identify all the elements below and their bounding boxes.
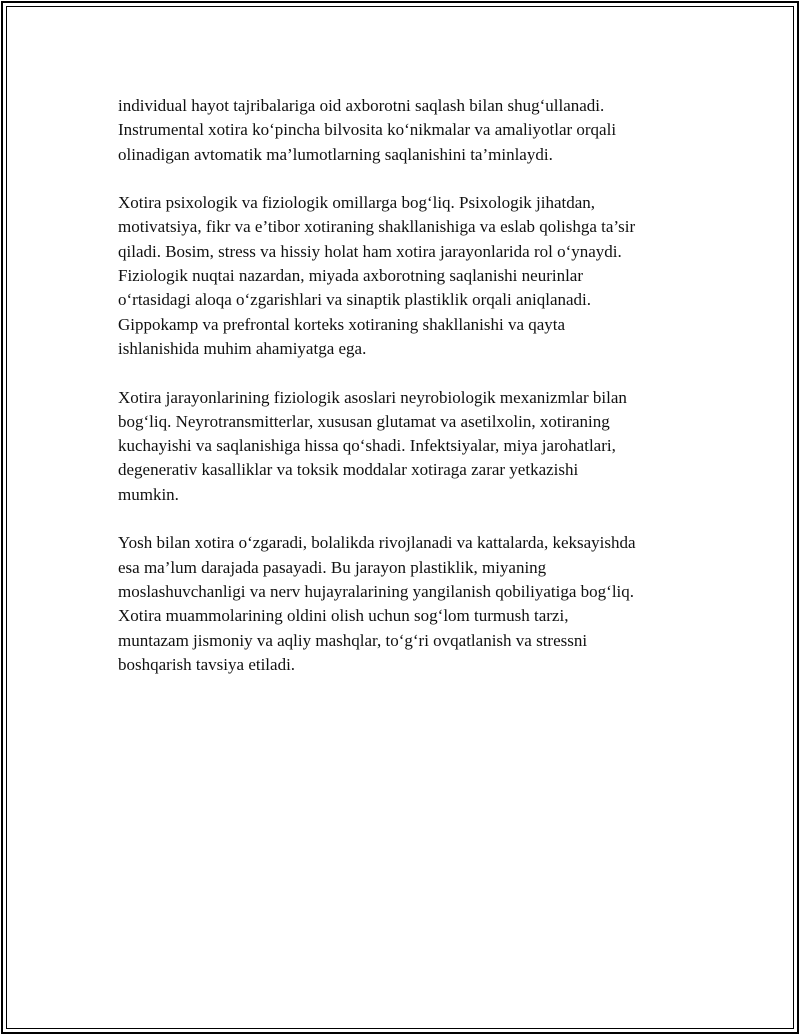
text-line: o‘rtasidagi aloqa o‘zgarishlari va sinaptik plastiklik orqali aniqlanadi. <box>118 290 592 310</box>
paragraph-4 <box>118 531 693 677</box>
text-line: ishlanishida muhim ahamiyatga ega. <box>118 338 367 358</box>
text-line: esa ma’lum darajada pasayadi. Bu jarayon plastiklik, miyaning <box>118 557 547 577</box>
paragraph-1 <box>118 94 693 167</box>
text-line: muntazam jismoniy va aqliy mashqlar, to‘g‘ri ovqatlanish va stressni <box>118 630 588 650</box>
text-line: Xotira muammolarining oldini olish uchun sog‘lom turmush tarzi, <box>118 606 569 626</box>
text-line: moslashuvchanligi va nerv hujayralarining yangilanish qobiliyatiga bog‘liq. <box>118 581 635 601</box>
text-line: mumkin. <box>118 484 179 504</box>
text-line: Fiziologik nuqtai nazardan, miyada axborotning saqlanishi neurinlar <box>118 266 584 286</box>
text-line: individual hayot tajribalariga oid axborotni saqlash bilan shug‘ullanadi. <box>118 96 605 115</box>
text-line: Xotira psixologik va fiziologik omillarga bog‘liq. Psixologik jihatdan, <box>118 193 596 213</box>
text-line: olinadigan avtomatik ma’lumotlarning saqlanishini ta’minlaydi. <box>118 144 553 164</box>
text-line: bog‘liq. Neyrotransmitterlar, xususan glutamat va asetilxolin, xotiraning <box>118 411 610 431</box>
paragraph-2 <box>118 191 693 361</box>
paragraph-3 <box>118 386 693 507</box>
text-line: motivatsiya, fikr va e’tibor xotiraning shakllanishiga va eslab qolishga ta’sir <box>118 217 636 237</box>
text-line: Yosh bilan xotira o‘zgaradi, bolalikda rivojlanadi va kattalarda, keksayishda <box>118 533 636 553</box>
document-body <box>118 94 693 701</box>
text-line: degenerativ kasalliklar va toksik moddalar xotiraga zarar yetkazishi <box>118 460 579 480</box>
text-line: boshqarish tavsiya etiladi. <box>118 654 296 674</box>
text-line: Instrumental xotira ko‘pincha bilvosita ko‘nikmalar va amaliyotlar orqali <box>118 120 617 140</box>
text-line: kuchayishi va saqlanishiga hissa qo‘shadi. Infektsiyalar, miya jarohatlari, <box>118 436 616 456</box>
text-line: Gippokamp va prefrontal korteks xotiraning shakllanishi va qayta <box>118 314 566 334</box>
text-line: Xotira jarayonlarining fiziologik asoslari neyrobiologik mexanizmlar bilan <box>118 387 627 407</box>
text-line: qiladi. Bosim, stress va hissiy holat ham xotira jarayonlarida rol o‘ynaydi. <box>118 241 622 261</box>
